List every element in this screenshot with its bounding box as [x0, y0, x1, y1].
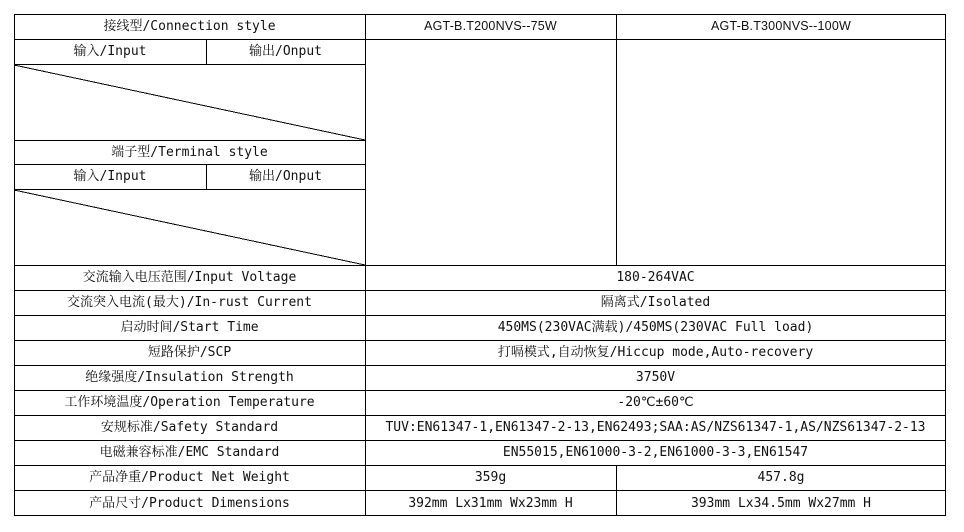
spec-label-emc-standard: 电磁兼容标准/EMC Standard [99, 445, 280, 460]
spec-label-inrush-current: 交流突入电流(最大)/In-rust Current [67, 295, 312, 310]
weight-value-model-a: 359g [474, 470, 507, 485]
spec-value-safety-standard: TUV:EN61347-1,EN61347-2-13,EN62493;SAA:AS/NZS61347-1,AS/NZS61347-2-13 [385, 420, 926, 435]
spec-label-insulation: 绝缘强度/Insulation Strength [85, 370, 294, 385]
terminal-input-label: 输入/Input [73, 169, 147, 184]
connection-style-header: 接线型/Connection style [103, 19, 276, 34]
weight-value-model-b: 457.8g [757, 470, 805, 485]
spec-value-operation-temp: -20℃±60℃ [617, 395, 694, 410]
model-a-header: AGT-B.T200NVS--75W [424, 19, 557, 34]
terminal-output-label: 输出/Onput [249, 169, 322, 184]
connection-output-label: 输出/Onput [249, 44, 322, 59]
model-b-header: AGT-B.T300NVS--100W [711, 19, 851, 34]
spec-label-operation-temp: 工作环境温度/Operation Temperature [64, 395, 315, 410]
terminal-style-title: 端子型/Terminal style [111, 144, 268, 160]
spec-value-emc-standard: EN55015,EN61000-3-2,EN61000-3-3,EN61547 [502, 445, 809, 460]
dimensions-label: 产品尺寸/Product Dimensions [89, 495, 290, 511]
spec-value-inrush-current: 隔离式/Isolated [600, 295, 711, 310]
spec-value-start-time: 450MS(230VAC满载)/450MS(230VAC Full load) [497, 320, 814, 335]
spec-table [14, 14, 946, 516]
weight-label: 产品净重/Product Net Weight [89, 470, 290, 485]
dimensions-value-model-a: 392mm Lx31mm Wx23mm H [408, 495, 573, 511]
spec-label-safety-standard: 安规标准/Safety Standard [100, 420, 279, 435]
connection-input-label: 输入/Input [73, 44, 147, 59]
spec-label-input-voltage: 交流输入电压范围/Input Voltage [82, 270, 297, 285]
spec-label-scp: 短路保护/SCP [147, 345, 232, 360]
spec-value-insulation: 3750V [635, 370, 676, 385]
spec-label-start-time: 启动时间/Start Time [120, 320, 259, 335]
spec-value-input-voltage: 180-264VAC [616, 270, 695, 285]
spec-value-scp: 打嗝模式,自动恢复/Hiccup mode,Auto-recovery [497, 345, 814, 360]
dimensions-value-model-b: 393mm Lx34.5mm Wx27mm H [690, 495, 871, 511]
